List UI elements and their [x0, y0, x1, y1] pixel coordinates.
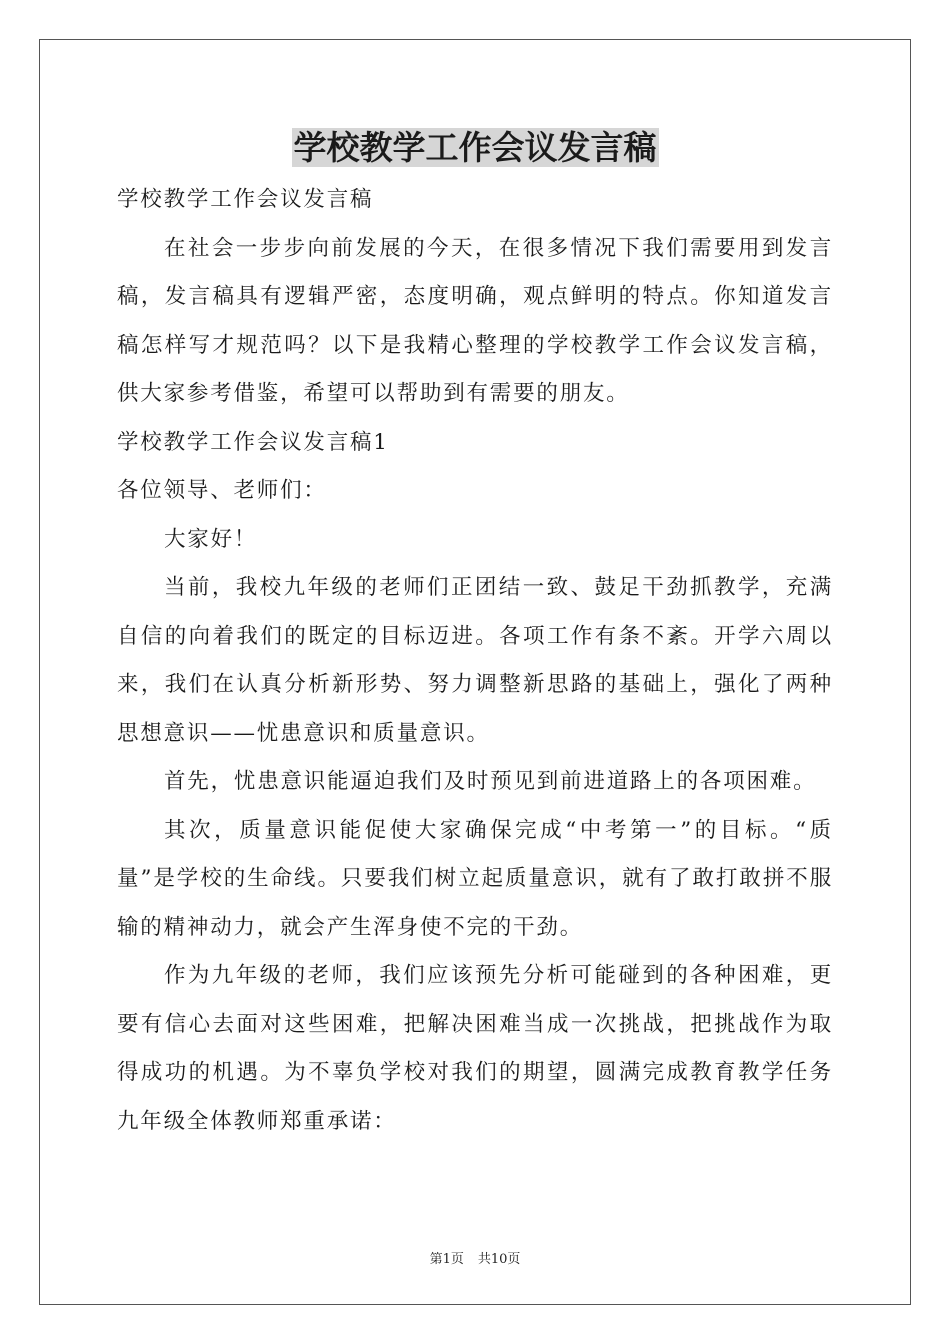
- document-title: [0, 126, 950, 170]
- paragraph: 学校教学工作会议发言稿: [117, 187, 374, 212]
- paragraph: 首先，忧患意识能逼迫我们及时预见到前进道路上的各项困难。: [164, 769, 817, 794]
- paragraph: 学校教学工作会议发言稿1: [117, 429, 389, 455]
- document-title-text: 学校教学工作会议发言稿: [293, 128, 657, 167]
- paragraph: 各位领导、老师们：: [117, 478, 327, 503]
- page-footer: [0, 1248, 950, 1267]
- document-body: [117, 176, 833, 1146]
- paragraph: 其次，质量意识能促使大家确保完成“中考第一”的目标。“质量”是学校的生命线。只要我们树立起质量意识，就有了敢打敢拼不服输的精神动力，就会产生浑身使不完的干劲。: [117, 817, 833, 940]
- page-number: 第1页: [429, 1252, 464, 1267]
- paragraph: 大家好！: [164, 526, 258, 552]
- page-count: 共10页: [477, 1252, 521, 1267]
- paragraph: 在社会一步步向前发展的今天，在很多情况下我们需要用到发言稿，发言稿具有逻辑严密，态度明确，观点鲜明的特点。你知道发言稿怎样写才规范吗？以下是我精心整理的学校教学工作会议发言稿，供大家参考借鉴，希望可以帮助到有需要的朋友。: [117, 235, 833, 406]
- paragraph: 当前，我校九年级的老师们正团结一致、鼓足干劲抓教学，充满自信的向着我们的既定的目标迈进。各项工作有条不紊。开学六周以来，我们在认真分析新形势、努力调整新思路的基础上，强化了两种思想意识——忧患意识和质量意识。: [117, 575, 833, 746]
- paragraph: 作为九年级的老师，我们应该预先分析可能碰到的各种困难，更要有信心去面对这些困难，把解决困难当成一次挑战，把挑战作为取得成功的机遇。为不辜负学校对我们的期望，圆满完成教育教学任务九年级全体教师郑重承诺：: [117, 963, 833, 1134]
